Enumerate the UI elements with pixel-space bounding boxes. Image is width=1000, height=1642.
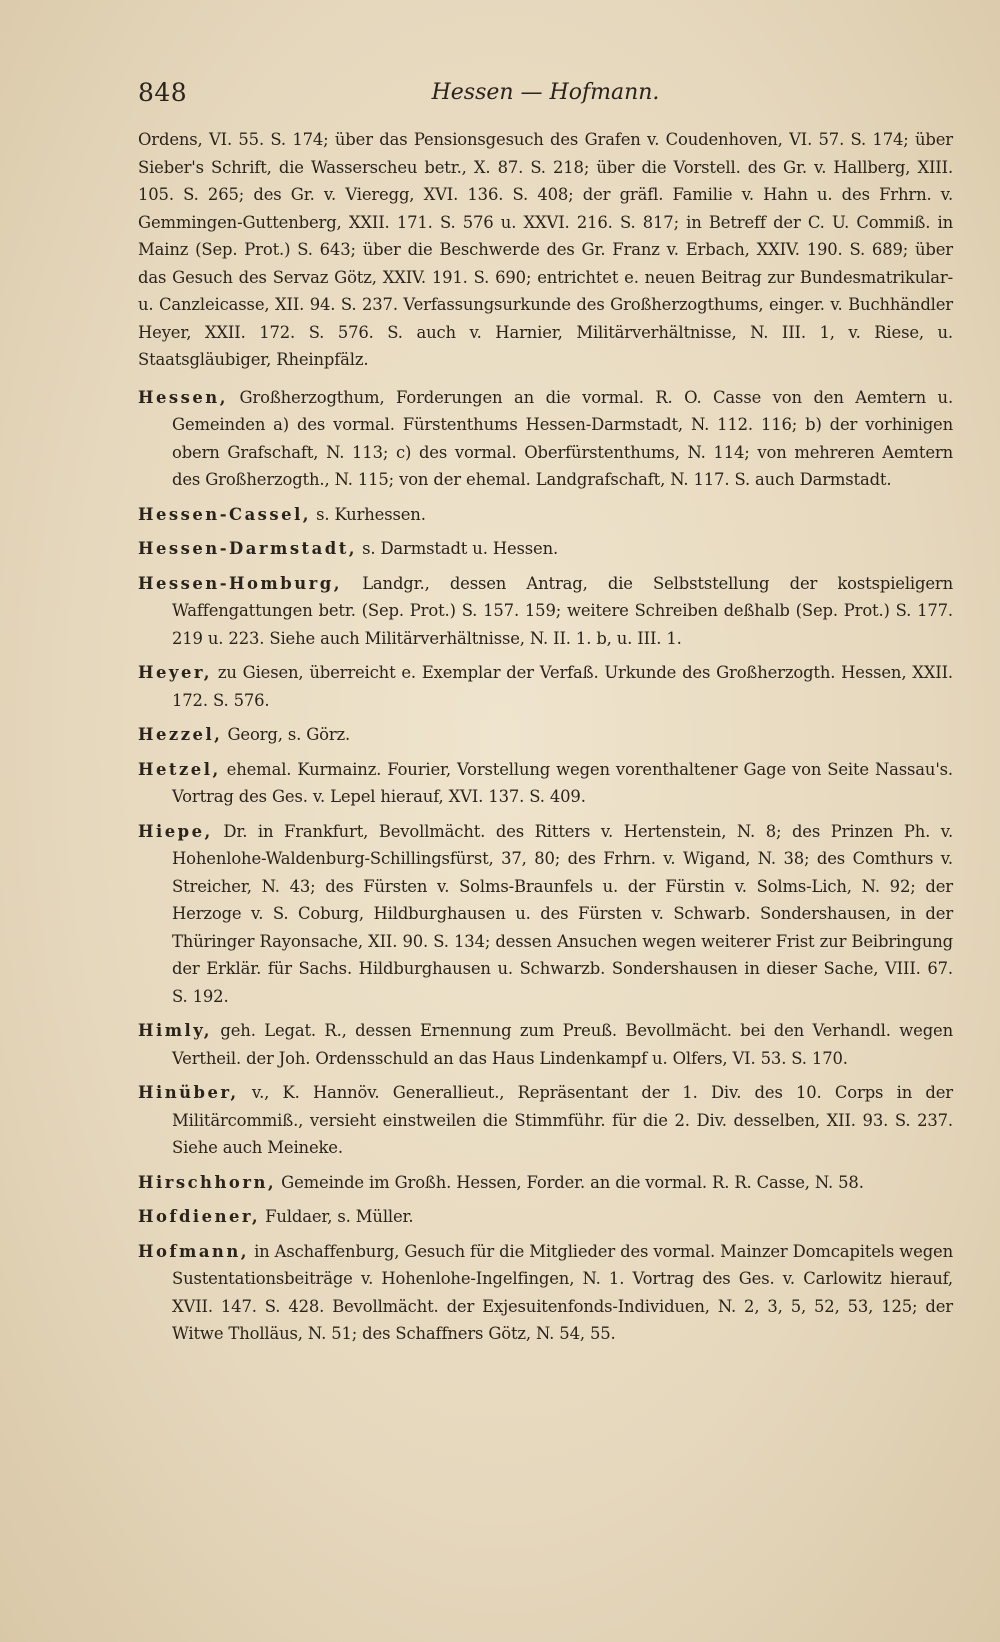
- page-header: [138, 78, 953, 118]
- index-entry: [138, 818, 953, 1011]
- entry-head: Hinüber,: [138, 1083, 239, 1102]
- entry-head: Himly,: [138, 1021, 212, 1040]
- entry-text: Landgr., dessen Antrag, die Selbststellung der kostspieligern Waffengattungen betr. (Sep. Prot.) S. 157. 159; weitere Schreiben deßhalb (Sep. Prot.) S. 177. 219 u. 223. Siehe auch Militärverhältnisse, N. II. 1. b, u. III. 1.: [172, 573, 954, 648]
- index-entry: [138, 1238, 953, 1348]
- entry-text: s. Darmstadt u. Hessen.: [362, 539, 559, 558]
- index-entry: [138, 501, 953, 529]
- index-entry: [138, 535, 953, 563]
- entry-head: Heyer,: [138, 663, 213, 682]
- entry-text: Gemeinde im Großh. Hessen, Forder. an die vormal. R. R. Casse, N. 58.: [281, 1172, 864, 1192]
- index-entry: [138, 721, 953, 749]
- entry-text: zu Giesen, überreicht e. Exemplar der Verfaß. Urkunde des Großherzogth. Hessen, XXII. 172. S. 576.: [172, 663, 953, 710]
- index-entries: [138, 126, 953, 1348]
- index-entry: [138, 1203, 953, 1231]
- entry-text: Dr. in Frankfurt, Bevollmächt. des Ritters v. Hertenstein, N. 8; des Prinzen Ph. v. Hohenlohe-Waldenburg-Schillingsfürst, 37, 80; des Frhrn. v. Wigand, N. 38; des Comthurs v. Streicher, N. 43; des Fürsten v. Solms-Braunfels u. der Fürstin v. Solms-Lich, N. 92; der Herzoge v. S. Coburg, Hildburghausen u. des Fürsten v. Schwarb. Sondershausen, in der Thüringer Rayonsache, XII. 90. S. 134; dessen Ansuchen wegen weiterer Frist zur Beibringung der Erklär. für Sachs. Hildburghausen u. Schwarzb. Sondershausen in dieser Sache, VIII. 67. S. 192.: [172, 821, 953, 1006]
- entry-text: in Aschaffenburg, Gesuch für die Mitglieder des vormal. Mainzer Domcapitels wegen Sustentationsbeiträge v. Hohenlohe-Ingelfingen, N. 1. Vortrag des Ges. v. Carlowitz hierauf, XVII. 147. S. 428. Bevollmächt. der Exjesuitenfonds-Individuen, N. 2, 3, 5, 52, 53, 125; der Witwe Tholläus, N. 51; des Schaffners Götz, N. 54, 55.: [172, 1241, 954, 1343]
- entry-head: Hetzel,: [138, 759, 221, 779]
- index-entry: [138, 384, 953, 494]
- entry-head: Hofmann,: [138, 1241, 249, 1261]
- index-entry: [138, 1017, 953, 1072]
- entry-text: v., K. Hannöv. Generallieut., Repräsentant der 1. Div. des 10. Corps in der Militärcommiß., versieht einstweilen die Stimmführ. für die 2. Div. desselben, XII. 93. S. 237. Siehe auch Meineke.: [172, 1083, 953, 1157]
- entry-text: Fuldaer, s. Müller.: [265, 1207, 414, 1226]
- entry-head: Hessen-Darmstadt,: [138, 539, 357, 558]
- entry-text: ehemal. Kurmainz. Fourier, Vorstellung wegen vorenthaltener Gage von Seite Nassau's. Vortrag des Ges. v. Lepel hierauf, XVI. 137. S. 409.: [172, 759, 953, 806]
- index-entry: [138, 659, 953, 714]
- entry-text: Großherzogthum, Forderungen an die vormal. R. O. Casse von den Aemtern u. Gemeinden a) des vormal. Fürstenthums Hessen-Darmstadt, N. 112. 116; b) der vorhinigen obern Grafschaft, N. 113; c) des vormal. Oberfürstenthums, N. 114; von mehreren Aemtern des Großherzogth., N. 115; von der ehemal. Landgrafschaft, N. 117. S. auch Darmstadt.: [172, 387, 954, 489]
- entry-text: s. Kurhessen.: [316, 504, 426, 524]
- entry-head: Hofdiener,: [138, 1207, 261, 1226]
- entry-head: Hessen-Cassel,: [138, 504, 311, 524]
- index-entry: [138, 1079, 953, 1162]
- page-number: 848: [138, 78, 188, 107]
- index-entry: [138, 570, 953, 653]
- entry-head: Hirschhorn,: [138, 1172, 277, 1192]
- entry-text: geh. Legat. R., dessen Ernennung zum Preuß. Bevollmächt. bei den Verhandl. wegen Vertheil. der Joh. Ordensschuld an das Haus Lindenkampf u. Olfers, VI. 53. S. 170.: [172, 1021, 953, 1068]
- entry-head: Hezzel,: [138, 725, 223, 744]
- entry-text: Georg, s. Görz.: [227, 725, 351, 744]
- entry-text: Ordens, VI. 55. S. 174; über das Pensionsgesuch des Grafen v. Coudenhoven, VI. 57. S. 174; über Sieber's Schrift, die Wasserscheu betr., X. 87. S. 218; über die Vorstell. des Gr. v. Hallberg, XIII. 105. S. 265; des Gr. v. Vieregg, XVI. 136. S. 408; der gräfl. Familie v. Hahn u. des Frhrn. v. Gemmingen-Guttenberg, XXII. 171. S. 576 u. XXVI. 216. S. 817; in Betreff der C. U. Commiß. in Mainz (Sep. Prot.) S. 643; über die Beschwerde des Gr. Franz v. Erbach, XXIV. 190. S. 689; über das Gesuch des Servaz Götz, XXIV. 191. S. 690; entrichtet e. neuen Beitrag zur Bundesmatrikular- u. Canzleicasse, XII. 94. S. 237. Verfassungsurkunde des Großherzogthums, einger. v. Buchhändler Heyer, XXII. 172. S. 576. S. auch v. Harnier, Militärverhältnisse, N. III. 1, v. Riese, u. Staatsgläubiger, Rheinpfälz.: [138, 130, 953, 369]
- index-entry: [138, 1169, 953, 1197]
- entry-head: Hessen-Homburg,: [138, 573, 342, 593]
- index-entry: [138, 756, 953, 811]
- entry-head: Hessen,: [138, 387, 228, 407]
- running-head: Hessen — Hofmann.: [431, 80, 660, 105]
- book-page: [138, 78, 953, 1355]
- entry-head: Hiepe,: [138, 821, 213, 841]
- index-entry: [138, 126, 953, 374]
